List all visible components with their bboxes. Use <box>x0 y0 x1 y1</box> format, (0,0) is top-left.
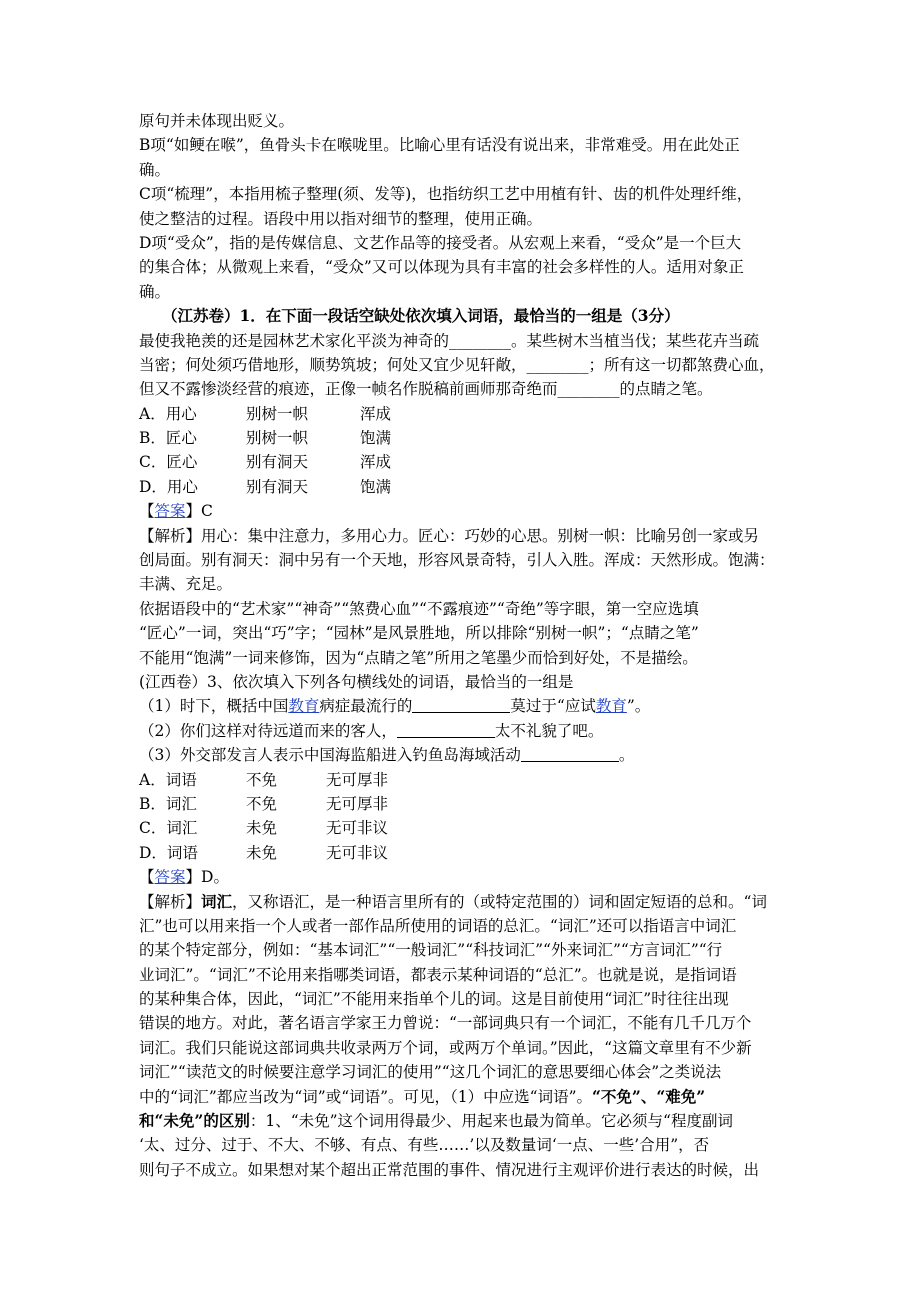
option-word: 未免 <box>246 843 278 862</box>
analysis-line: 则句子不成立。如果想对某个超出正常范围的事件、情况进行主观评价进行表达的时候，出 <box>139 1160 760 1179</box>
answer-value: 】D。 <box>185 868 229 887</box>
text-line: 的集合体；从微观上来看，“受众”又可以体现为具有丰富的社会多样性的人。适用对象正 <box>139 258 744 277</box>
option-label: D．用心 <box>139 477 198 496</box>
option-word: 浑成 <box>360 453 392 472</box>
sentence-3 <box>139 743 785 767</box>
passage-line: 但又不露惨淡经营的痕迹，正像一帧名作脱稿前画师那奇绝而________的点睛之笔。 <box>139 380 713 399</box>
fill-blank <box>397 721 495 738</box>
option-word: 无可非议 <box>326 843 389 862</box>
bold-term: “不免”、“难免” <box>592 1086 706 1106</box>
analysis-line: 不能用“饱满”一词来修饰，因为“点睛之笔”所用之笔墨少而恰到好处，不是描绘。 <box>139 648 698 667</box>
bracket-open: 【 <box>139 868 155 887</box>
sentence-text: （2）你们这样对待远道而来的客人， <box>139 721 397 740</box>
analysis-line: 错误的地方。对此，著名语言学家王力曾说：“一部词典只有一个词汇，不能有几千几万个 <box>139 1014 752 1033</box>
option-word: 别有洞天 <box>246 477 309 496</box>
analysis-line <box>139 1085 785 1109</box>
text-line: C项“梳理”，本指用梳子整理(须、发等)，也指纺织工艺中用植有针、齿的机件处理纤维， <box>139 185 753 204</box>
sentence-2 <box>139 719 785 743</box>
option-word: 饱满 <box>360 429 392 448</box>
option-word: 浑成 <box>360 404 392 423</box>
option-label: A．词语 <box>139 770 197 789</box>
option-label: B．词汇 <box>139 794 197 813</box>
text-line: B项“如鲠在喉”，鱼骨头卡在喉咙里。比喻心里有话没有说出来，非常难受。用在此处正 <box>139 136 740 155</box>
analysis-line: “匠心”一词，突出“巧”字；“园林”是风景胜地，所以排除“别树一帜”；“点睛之笔” <box>139 624 699 643</box>
option-word: 未免 <box>246 819 278 838</box>
option-label: D．词语 <box>139 843 198 862</box>
question-title: (江西卷）3、依次填入下列各句横线处的词语，最恰当的一组是 <box>139 672 574 691</box>
analysis-line: 词汇”“读范文的时候要注意学习词汇的使用”“这几个词汇的意思要细心体会”之类说法 <box>139 1063 722 1082</box>
option-word: 无可非议 <box>326 819 389 838</box>
text-line: 确。 <box>139 160 171 179</box>
option-row <box>139 816 785 840</box>
sentence-text: 太不礼貌了吧。 <box>494 721 604 740</box>
passage-line: 当密；何处须巧借地形，顺势筑坡；何处又宜少见轩敞，________；所有这一切都煞费心血， <box>139 355 775 374</box>
analysis-line <box>139 1109 785 1133</box>
option-word: 不免 <box>246 770 278 789</box>
option-label: C．匠心 <box>139 453 198 472</box>
sentence-text: 莫过于“应试 <box>510 697 596 716</box>
analysis-line: 的某种集合体，因此，“词汇”不能用来指单个儿的词。这是目前使用“词汇”时往往出现 <box>139 990 729 1009</box>
analysis-line: 的某个特定部分，例如：“基本词汇”“一般词汇”“科技词汇”“外来词汇”“方言词汇”“行 <box>139 941 723 960</box>
text-line: 使之整洁的过程。语段中用以指对细节的整理，使用正确。 <box>139 209 543 228</box>
option-row <box>139 792 785 816</box>
analysis-text: ：1、“未免”这个词用得最少、用起来也最为简单。它必须与“程度副词 <box>249 1112 733 1131</box>
sentence-text: （3）外交部发言人表示中国海监船进入钓鱼岛海域活动 <box>139 746 521 765</box>
analysis-line: 词汇。我们只能说这部词典共收录两万个词，或两万个单词。”因此，“这篇文章里有不少新 <box>139 1038 752 1057</box>
option-word: 别有洞天 <box>246 453 309 472</box>
option-row <box>139 475 785 499</box>
sentence-1 <box>139 694 785 718</box>
option-word: 无可厚非 <box>326 794 389 813</box>
bold-term: 和“未免”的区别 <box>139 1111 250 1131</box>
fill-blank <box>521 745 619 762</box>
analysis-line <box>139 890 785 914</box>
option-word: 别树一帜 <box>246 404 309 423</box>
passage-line: 最使我艳羡的还是园林艺术家化平淡为神奇的________。某些树木当植当伐；某些花卉当疏 <box>139 331 760 350</box>
analysis-line: 业词汇”。“词汇”不论用来指哪类词语，都表示某种词语的“总汇”。也就是说，是指词语 <box>139 965 737 984</box>
analysis-line: 汇”也可以用来指一个人或者一部作品所使用的词语的总汇。“词汇”还可以指语言中词汇 <box>139 916 737 935</box>
analysis-text: 中的“词汇”都应当改为“词”或“词语”。可见，（1）中应选“词语”。 <box>139 1087 593 1106</box>
question-title: （江苏卷）1．在下面一段话空缺处依次填入词语，最恰当的一组是（3分） <box>162 306 680 326</box>
analysis-line: 依据语段中的“艺术家”“神奇”“煞费心血”“不露痕迹”“奇绝”等字眼，第一空应选填 <box>139 599 699 618</box>
sentence-text: 病症最流行的 <box>319 697 413 716</box>
option-row <box>139 841 785 865</box>
education-link[interactable]: 教育 <box>288 697 320 716</box>
sentence-text: （1）时下，概括中国 <box>139 697 289 716</box>
page-content <box>139 109 785 1182</box>
option-label: A．用心 <box>139 404 197 423</box>
option-word: 不免 <box>246 794 278 813</box>
text-line: 原句并未体现出贬义。 <box>139 112 295 130</box>
answer-value: 】C <box>185 502 213 521</box>
analysis-label: 【解析】 <box>139 892 202 911</box>
option-row <box>139 402 785 426</box>
bracket-open: 【 <box>139 502 155 521</box>
education-link[interactable]: 教育 <box>595 697 627 716</box>
answer-line <box>139 865 785 889</box>
option-word: 饱满 <box>360 477 392 496</box>
analysis-text: ，又称语汇，是一种语言里所有的（或特定范围的）词和固定短语的总和。“词 <box>232 892 767 911</box>
option-word: 无可厚非 <box>326 770 389 789</box>
answer-line <box>139 499 785 523</box>
analysis-line: 丰满、充足。 <box>139 575 233 594</box>
analysis-line: 创局面。别有洞天：洞中另有一个天地，形容风景奇特，引人入胜。浑成：天然形成。饱满： <box>139 551 775 570</box>
answer-link[interactable]: 答案 <box>154 868 186 887</box>
option-word: 别树一帜 <box>246 429 309 448</box>
text-line: D项“受众”，指的是传媒信息、文艺作品等的接受者。从宏观上来看，“受众”是一个巨大 <box>139 233 742 252</box>
bold-term: 词汇 <box>201 891 233 911</box>
option-row <box>139 450 785 474</box>
fill-blank <box>412 696 510 713</box>
option-row <box>139 426 785 450</box>
sentence-text: 。 <box>618 746 635 765</box>
analysis-line: ‘太、过分、过于、不大、不够、有点、有些……’以及数量词‘一点、一些’合用”，否 <box>139 1136 710 1155</box>
analysis-line: 【解析】用心：集中注意力，多用心力。匠心：巧妙的心思。别树一帜：比喻另创一家或另 <box>139 526 760 545</box>
option-row <box>139 768 785 792</box>
answer-link[interactable]: 答案 <box>154 502 186 521</box>
text-line: 确。 <box>139 282 171 301</box>
option-label: C．词汇 <box>139 819 198 838</box>
option-label: B．匠心 <box>139 429 197 448</box>
sentence-text: ”。 <box>626 697 651 716</box>
